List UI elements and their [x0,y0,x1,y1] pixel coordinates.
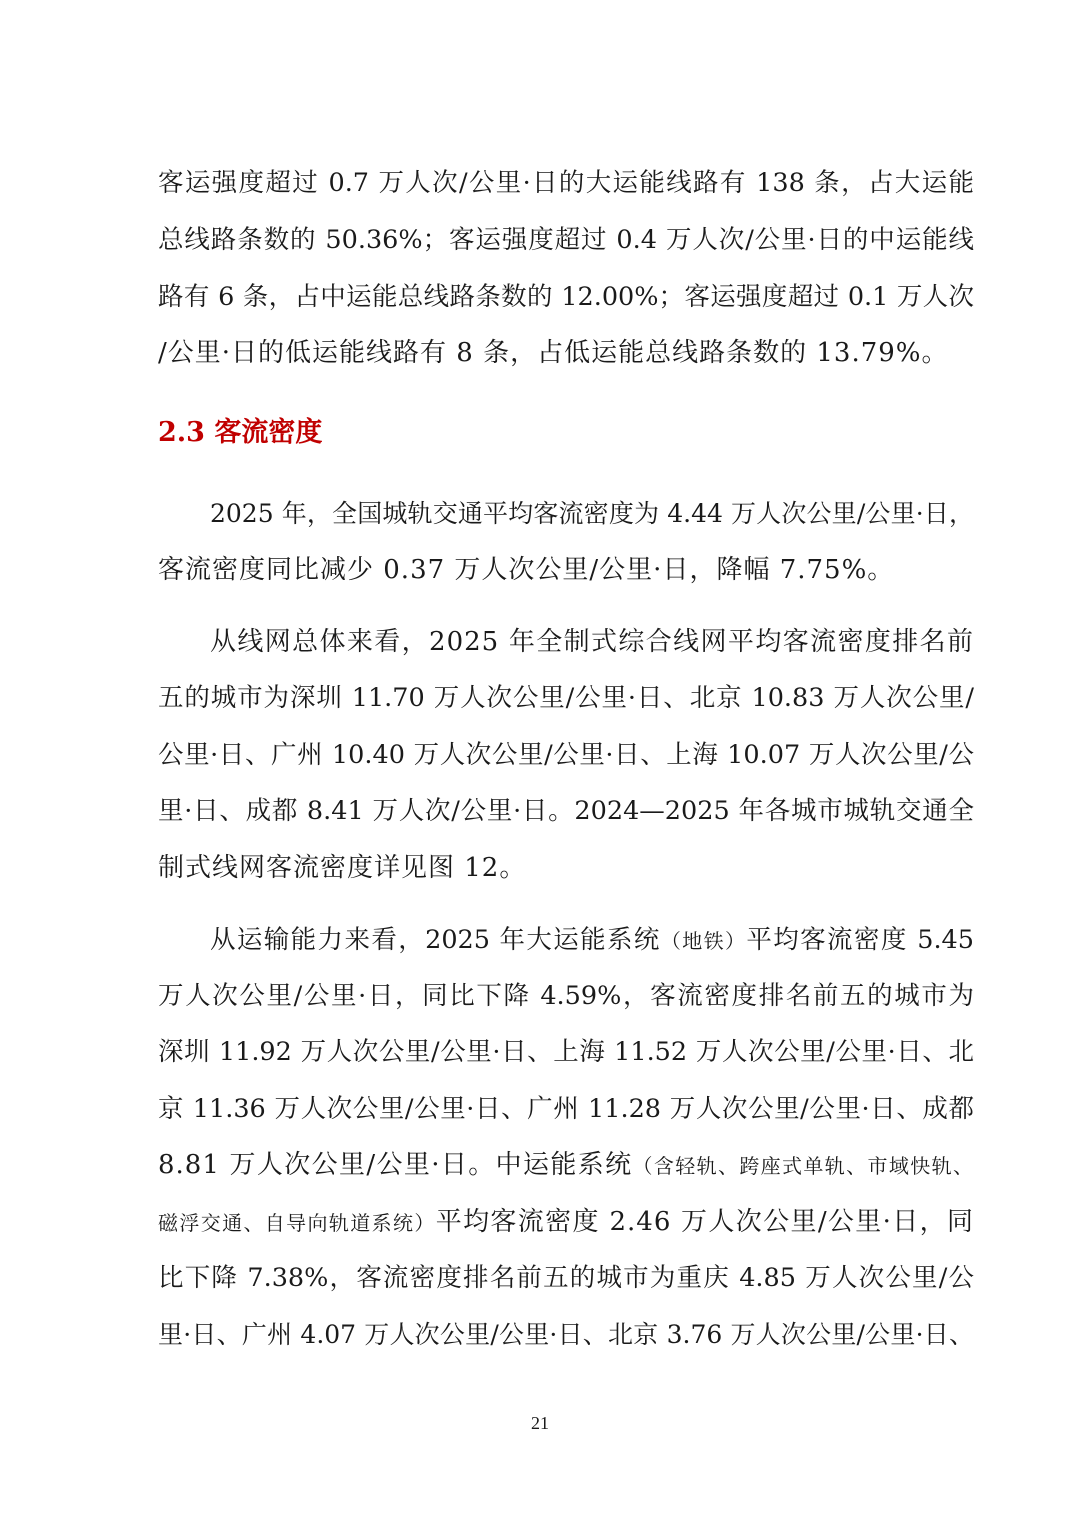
paragraph-line [158,1145,974,1185]
paragraph-line: 客流密度同比减少 0.37 万人次公里/公里·日，降幅 7.75%。 [158,555,895,585]
paragraph-line: 2025 年，全国城轨交通平均客流密度为 4.44 万人次公里/公里·日， [210,499,974,528]
page-number: 21 [531,1413,549,1433]
annotation-text: （含轻轨、跨座式单轨、市域快轨、 [632,1154,975,1178]
paragraph-line: 深圳 11.92 万人次公里/公里·日、上海 11.52 万人次公里/公里·日、北 [158,1037,974,1067]
paragraph-line: 五的城市为深圳 11.70 万人次公里/公里·日、北京 10.83 万人次公里/ [158,683,974,713]
paragraph-line: 路有 6 条，占中运能总线路条数的 12.00%；客运强度超过 0.1 万人次 [158,282,974,312]
paragraph-line: 里·日、广州 4.07 万人次公里/公里·日、北京 3.76 万人次公里/公里·日、 [158,1320,974,1349]
paragraph-line: 客运强度超过 0.7 万人次/公里·日的大运能线路有 138 条，占大运能 [158,168,974,198]
annotation-text: 磁浮交通、自导向轨道系统） [158,1211,436,1235]
paragraph-line: /公里·日的低运能线路有 8 条，占低运能总线路条数的 13.79%。 [158,338,949,368]
paragraph-text: 平均客流密度 5.45 [746,925,974,955]
annotation-text: （地铁） [660,929,747,953]
paragraph-line: 京 11.36 万人次公里/公里·日、广州 11.28 万人次公里/公里·日、成都 [158,1094,974,1124]
paragraph-text: 从运输能力来看，2025 年大运能系统 [210,925,661,955]
paragraph-line: 公里·日、广州 10.40 万人次公里/公里·日、上海 10.07 万人次公里/公 [158,740,974,770]
paragraph-line: 万人次公里/公里·日，同比下降 4.59%，客流密度排名前五的城市为 [158,981,974,1011]
paragraph-line: 总线路条数的 50.36%；客运强度超过 0.4 万人次/公里·日的中运能线 [158,225,974,255]
paragraph-line: 从线网总体来看，2025 年全制式综合线网平均客流密度排名前 [210,627,974,657]
paragraph-text: 8.81 万人次公里/公里·日。中运能系统 [158,1150,633,1180]
paragraph-text: 平均客流密度 2.46 万人次公里/公里·日，同 [435,1207,975,1237]
paragraph-line [210,920,974,960]
section-heading: 2.3 客流密度 [158,417,323,448]
paragraph-line [158,1202,974,1242]
paragraph-line: 比下降 7.38%，客流密度排名前五的城市为重庆 4.85 万人次公里/公 [158,1263,974,1293]
paragraph-line: 里·日、成都 8.41 万人次/公里·日。2024—2025 年各城市城轨交通全 [158,796,974,826]
paragraph-line: 制式线网客流密度详见图 12。 [158,853,527,883]
